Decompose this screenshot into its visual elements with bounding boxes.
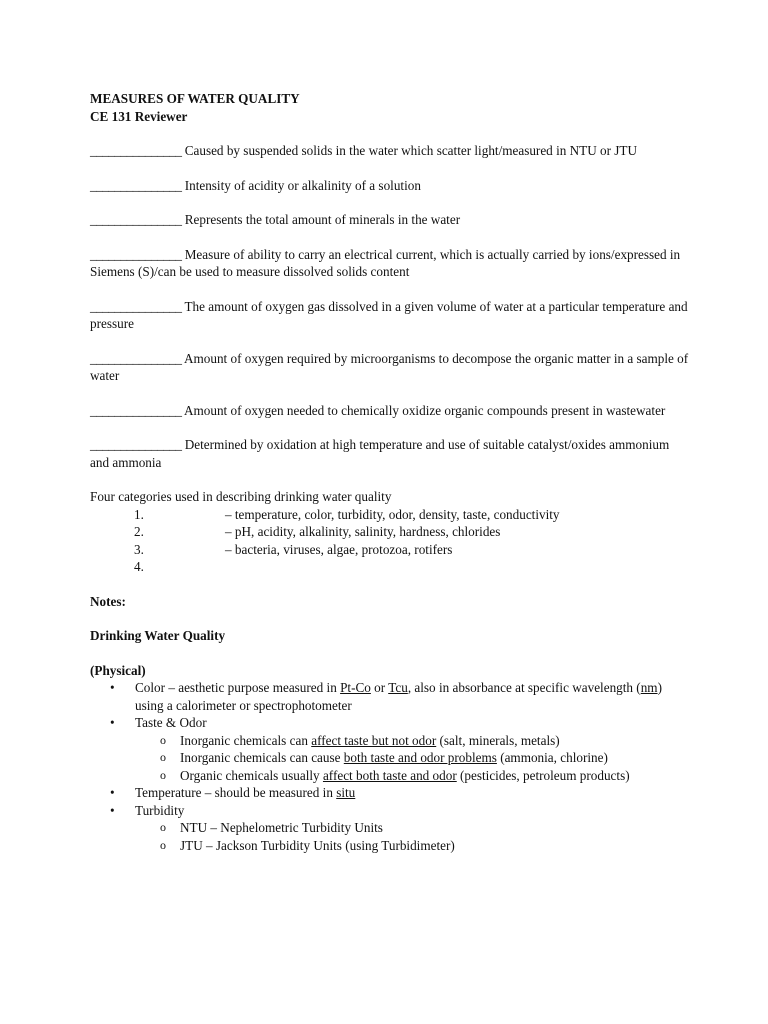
category-number: 2.	[134, 524, 144, 539]
taste-odor-subitem	[135, 767, 690, 785]
bullet-icon: •	[110, 785, 115, 800]
subitem-text: Inorganic chemicals can	[180, 732, 312, 748]
physical-heading: (Physical)	[90, 662, 146, 678]
subitem-text: NTU – Nephelometric Turbidity Units	[180, 820, 383, 835]
answer-blank: _______________	[90, 350, 182, 366]
categories-list	[90, 506, 690, 576]
underlined-term: both taste and odor problems	[343, 750, 497, 765]
question-text: The amount of oxygen gas dissolved in a given volume of water at a particular temperature and pressure	[90, 298, 688, 331]
color-text: or	[370, 680, 389, 695]
subitem-text: Organic chemicals usually	[180, 767, 323, 783]
taste-odor-label: Taste & Odor	[135, 715, 207, 730]
turbidity-item	[90, 802, 690, 855]
taste-odor-subitem	[135, 732, 690, 750]
category-number: 4.	[134, 559, 144, 574]
category-item	[90, 523, 690, 541]
question-text: Measure of ability to carry an electrical current, which is actually carried by ions/expressed in Siemens (S)/can be used to measure dissolved solids content	[90, 246, 681, 279]
category-item	[90, 506, 690, 524]
document-subtitle: CE 131 Reviewer	[90, 108, 188, 124]
title-block	[90, 90, 690, 125]
document-content	[90, 90, 690, 854]
sub-bullet-icon: o	[160, 767, 166, 782]
answer-blank: _______________	[90, 143, 182, 158]
sub-bullet-icon: o	[160, 750, 166, 764]
color-text: Color – aesthetic purpose measured in	[135, 680, 341, 695]
category-description: – pH, acidity, alkalinity, salinity, hardness, chlorides	[225, 524, 501, 539]
turbidity-label: Turbidity	[135, 802, 185, 818]
physical-list	[90, 679, 690, 854]
temperature-item	[90, 784, 690, 802]
answer-blank: _______________	[90, 246, 182, 262]
categories-intro: Four categories used in describing drinking water quality	[90, 489, 392, 504]
question-4	[90, 246, 690, 281]
bullet-icon: •	[110, 802, 115, 818]
subitem-text: (pesticides, petroleum products)	[456, 767, 630, 783]
question-7	[90, 402, 690, 420]
category-item	[90, 558, 690, 576]
subitem-text: JTU – Jackson Turbidity Units (using Turbidimeter)	[180, 837, 455, 853]
bullet-icon: •	[110, 715, 115, 730]
answer-blank: _______________	[90, 437, 182, 452]
question-text: Represents the total amount of minerals in the water	[184, 212, 461, 227]
answer-blank: _______________	[90, 298, 182, 314]
sub-bullet-icon: o	[160, 732, 166, 747]
temperature-text: Temperature – should be measured in	[135, 785, 337, 800]
subitem-text: Inorganic chemicals can cause	[180, 750, 344, 765]
turbidity-sublist	[135, 819, 690, 854]
pt-co-term: Pt-Co	[340, 680, 371, 695]
question-3	[90, 211, 690, 229]
category-description: – bacteria, viruses, algae, protozoa, rotifers	[225, 541, 453, 557]
underlined-term: affect both taste and odor	[322, 767, 457, 783]
nm-term: nm	[640, 680, 658, 695]
color-text: , also in absorbance at specific wavelength (	[407, 680, 641, 695]
question-2	[90, 177, 690, 195]
question-text: Amount of oxygen required by microorganisms to decompose the organic matter in a sample of water	[90, 350, 689, 383]
category-item	[90, 541, 690, 559]
color-item	[90, 679, 690, 714]
question-text: Intensity of acidity or alkalinity of a solution	[184, 177, 421, 193]
question-text: Caused by suspended solids in the water which scatter light/measured in NTU or JTU	[184, 143, 638, 158]
category-number: 3.	[134, 541, 144, 557]
subitem-text: (ammonia, chlorine)	[496, 750, 608, 765]
tcu-term: Tcu	[388, 680, 408, 695]
category-number: 1.	[134, 506, 144, 522]
answer-blank: _______________	[90, 402, 182, 418]
question-text: Amount of oxygen needed to chemically oxidize organic compounds present in wastewater	[183, 402, 666, 418]
underlined-term: affect taste but not odor	[311, 732, 437, 748]
turbidity-subitem	[135, 837, 690, 855]
sub-bullet-icon: o	[160, 837, 166, 852]
category-description: – temperature, color, turbidity, odor, density, taste, conductivity	[225, 506, 560, 522]
taste-odor-item	[90, 714, 690, 784]
question-5	[90, 298, 690, 333]
bullet-icon: •	[110, 680, 115, 695]
color-text: ) using a calorimeter or spectrophotometer	[135, 680, 662, 713]
answer-blank: _______________	[90, 177, 182, 193]
drinking-water-quality-heading: Drinking Water Quality	[90, 628, 226, 643]
turbidity-subitem	[135, 819, 690, 837]
situ-term: situ	[336, 785, 356, 800]
notes-label: Notes:	[90, 593, 126, 609]
taste-odor-sublist	[135, 732, 690, 785]
document-title: MEASURES OF WATER QUALITY	[90, 91, 300, 106]
question-text: Determined by oxidation at high temperature and use of suitable catalyst/oxides ammonium and ammonia	[90, 437, 670, 470]
question-8	[90, 436, 690, 471]
subitem-text: (salt, minerals, metals)	[436, 732, 560, 748]
answer-blank: _______________	[90, 212, 182, 227]
question-1	[90, 142, 690, 160]
taste-odor-subitem	[135, 749, 690, 767]
question-6	[90, 350, 690, 385]
sub-bullet-icon: o	[160, 820, 166, 834]
